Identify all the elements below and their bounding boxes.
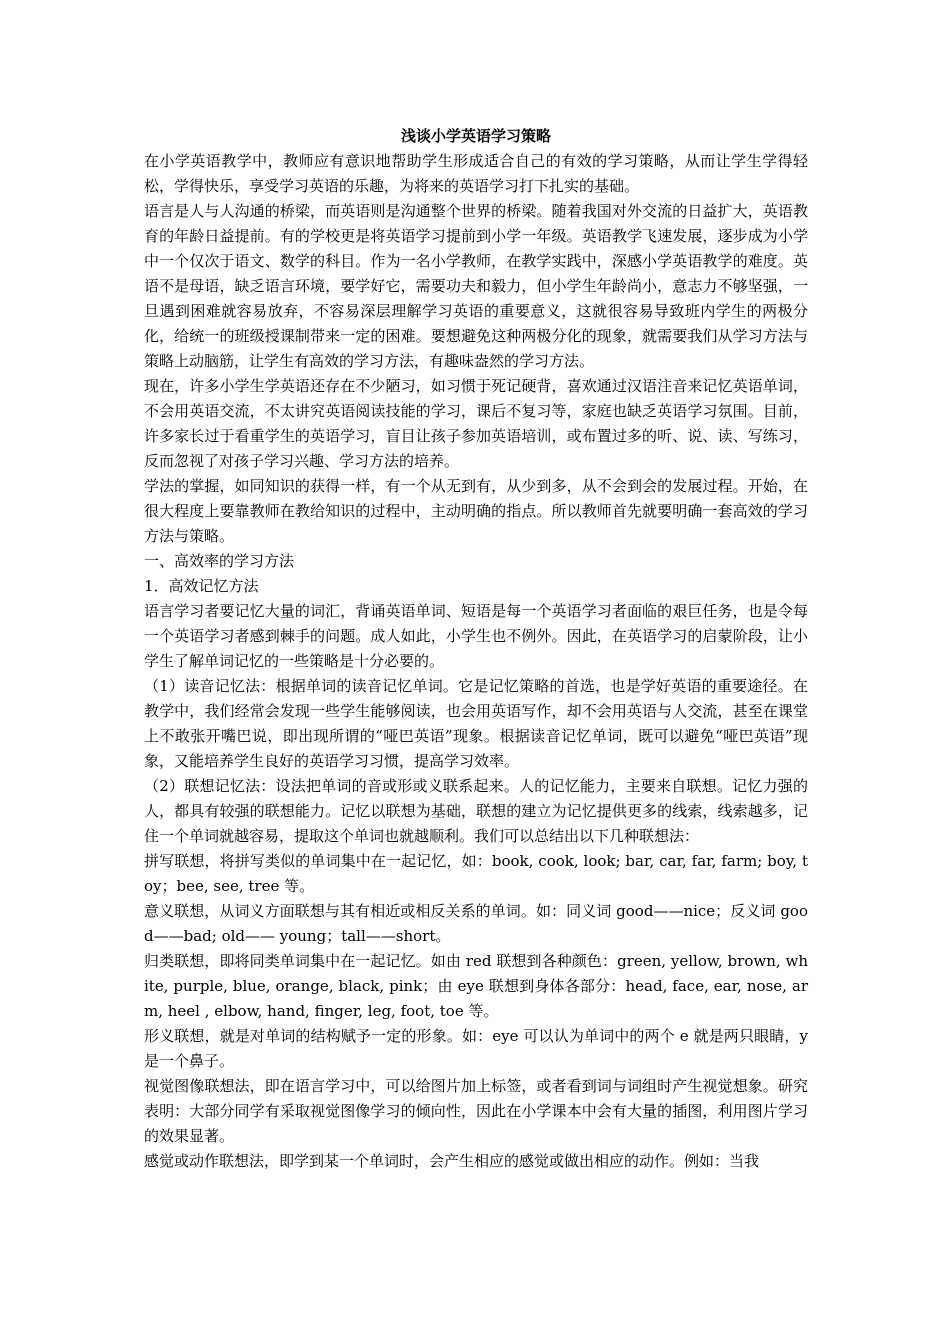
- paragraph-intro: 在小学英语教学中，教师应有意识地帮助学生形成适合自己的有效的学习策略，从而让学生学得轻松，学得快乐，享受学习英语的乐趣，为将来的英语学习打下扎实的基础。: [144, 152, 808, 195]
- subsection-heading-1: 1．高效记忆方法: [144, 577, 259, 595]
- document-page: [144, 124, 808, 1174]
- paragraph-background: 语言是人与人沟通的桥梁，而英语则是沟通整个世界的桥梁。随着我国对外交流的日益扩大，英语教育的年龄日益提前。有的学校更是将英语学习提前到小学一年级。英语教学飞速发展，逐步成为小学中一个仅次于语文、数学的科目。作为一名小学教师，在教学实践中，深感小学英语教学的难度。英语不是母语，缺乏语言环境，要学好它，需要功夫和毅力，但小学生年龄尚小，意志力不够坚强，一旦遇到困难就容易放弃，不容易深层理解学习英语的重要意义，这就很容易导致班内学生的两极分化，给统一的班级授课制带来一定的困难。要想避免这种两极分化的现象，就需要我们从学习方法与策略上动脑筋，让学生有高效的学习方法，有趣味盎然的学习方法。: [144, 202, 808, 370]
- paragraph-visual-association: 视觉图像联想法，即在语言学习中，可以给图片加上标签，或者看到词与词组时产生视觉想象。研究表明：大部分同学有采取视觉图像学习的倾向性，因此在小学课本中会有大量的插图，利用图片学习的效果显著。: [144, 1077, 808, 1145]
- paragraph-category-association: 归类联想，即将同类单词集中在一起记忆。如由 red 联想到各种颜色：green, yellow, brown, white, purple, blue, orange, black, pink；由 eye 联想到身体各部分：head, face, ear, nose, arm, heel , elbow, hand, finger, leg, foot, toe 等。: [144, 952, 808, 1020]
- paragraph-vocabulary: 语言学习者要记忆大量的词汇，背诵英语单词、短语是每一个英语学习者面临的艰巨任务，也是令每一个英语学习者感到棘手的问题。成人如此，小学生也不例外。因此，在英语学习的启蒙阶段，让小学生了解单词记忆的一些策略是十分必要的。: [144, 602, 808, 670]
- paragraph-association-method: （2）联想记忆法：设法把单词的音或形或义联系起来。人的记忆能力，主要来自联想。记忆力强的人，都具有较强的联想能力。记忆以联想为基础，联想的建立为记忆提供更多的线索，线索越多，记住一个单词就越容易，提取这个单词也就越顺利。我们可以总结出以下几种联想法：: [144, 777, 808, 845]
- paragraph-pronunciation-method: （1）读音记忆法：根据单词的读音记忆单词。它是记忆策略的首选，也是学好英语的重要途径。在教学中，我们经常会发现一些学生能够阅读，也会用英语写作，却不会用英语与人交流，甚至在课堂上不敢张开嘴巴说，即出现所谓的“哑巴英语”现象。根据读音记忆单词，既可以避免“哑巴英语”现象，又能培养学生良好的英语学习习惯，提高学习效率。: [144, 677, 808, 770]
- section-heading-1: 一、高效率的学习方法: [144, 552, 295, 570]
- document-title: 浅谈小学英语学习策略: [400, 127, 551, 145]
- paragraph-meaning-association: 意义联想，从词义方面联想与其有相近或相反关系的单词。如：同义词 good——nice；反义词 good——bad; old—— young；tall——short。: [144, 902, 808, 945]
- paragraph-shape-association: 形义联想，就是对单词的结构赋予一定的形象。如：eye 可以认为单词中的两个 e 就是两只眼睛，y 是一个鼻子。: [144, 1027, 808, 1070]
- paragraph-spelling-association: 拼写联想，将拼写类似的单词集中在一起记忆，如：book, cook, look; bar, car, far, farm; boy, toy；bee, see, tree 等。: [144, 852, 808, 895]
- paragraph-method-mastery: 学法的掌握，如同知识的获得一样，有一个从无到有，从少到多，从不会到会的发展过程。开始，在很大程度上要靠教师在教给知识的过程中，主动明确的指点。所以教师首先就要明确一套高效的学习方法与策略。: [144, 477, 808, 545]
- paragraph-action-association: 感觉或动作联想法，即学到某一个单词时，会产生相应的感觉或做出相应的动作。例如：当我: [144, 1152, 760, 1170]
- paragraph-problems: 现在，许多小学生学英语还存在不少陋习，如习惯于死记硬背，喜欢通过汉语注音来记忆英语单词，不会用英语交流，不太讲究英语阅读技能的学习，课后不复习等，家庭也缺乏英语学习氛围。目前，许多家长过于看重学生的英语学习，盲目让孩子参加英语培训，或布置过多的听、说、读、写练习，反而忽视了对孩子学习兴趣、学习方法的培养。: [144, 377, 808, 470]
